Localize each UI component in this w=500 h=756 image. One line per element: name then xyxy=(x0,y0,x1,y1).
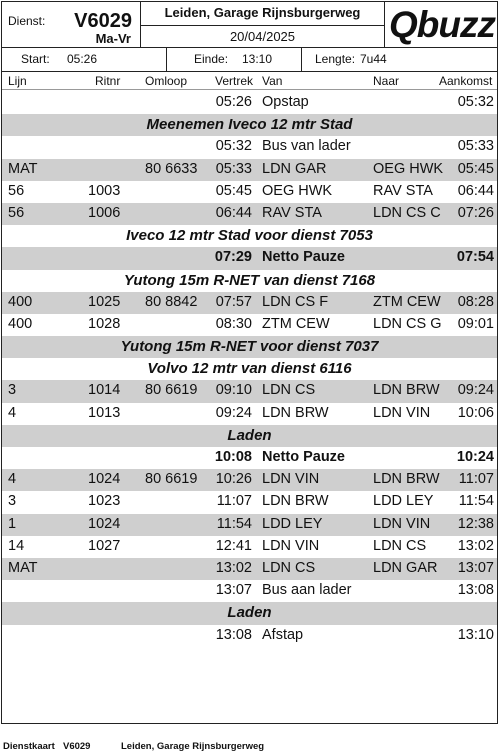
section-title-row xyxy=(2,425,497,447)
cell-aankomst: 09:24 xyxy=(457,382,494,399)
cell-ritnr: 1023 xyxy=(88,493,121,510)
section-title-row xyxy=(2,225,497,247)
cell-vertrek: 09:24 xyxy=(215,404,252,421)
cell-van: Bus van lader xyxy=(262,138,351,155)
cell-naar: OEG HWK xyxy=(373,160,444,177)
trip-row xyxy=(2,380,497,402)
pause-row xyxy=(2,447,497,469)
start-label: Start: xyxy=(21,52,50,66)
duty-card xyxy=(1,1,498,724)
cell-omloop: 80 6619 xyxy=(145,382,198,399)
cell-naar: LDN VIN xyxy=(373,404,431,421)
trip-row xyxy=(2,92,497,114)
cell-vertrek: 11:07 xyxy=(216,493,252,510)
cell-omloop: 80 6633 xyxy=(145,160,198,177)
trip-row xyxy=(2,403,497,425)
cell-van: Netto Pauze xyxy=(262,249,345,266)
cell-naar: LDN BRW xyxy=(373,382,440,399)
cell-aankomst: 13:08 xyxy=(457,582,494,599)
cell-ritnr: 1024 xyxy=(88,515,121,532)
cell-lijn: MAT xyxy=(8,160,38,177)
section-title: Yutong 15m R-NET voor dienst 7037 xyxy=(120,338,379,356)
cell-aankomst: 11:07 xyxy=(458,471,494,488)
dienst-block xyxy=(2,2,141,48)
cell-van: Opstap xyxy=(262,94,309,110)
trip-row xyxy=(2,159,497,181)
card-header xyxy=(2,2,497,48)
cell-naar: RAV STA xyxy=(373,182,433,199)
cell-vertrek: 13:08 xyxy=(215,626,252,643)
cell-lijn: 56 xyxy=(8,182,25,199)
schedule-rows xyxy=(2,92,497,647)
cell-ritnr: 1028 xyxy=(88,315,121,332)
lengte-cell xyxy=(302,48,497,71)
cell-ritnr: 1013 xyxy=(88,404,121,421)
cell-aankomst: 06:44 xyxy=(457,182,494,199)
trip-row xyxy=(2,580,497,602)
cell-van: RAV STA xyxy=(262,204,322,221)
trip-row xyxy=(2,203,497,225)
lengte-value: 7u44 xyxy=(360,52,387,66)
footer-garage: Leiden, Garage Rijnsburgerweg xyxy=(121,741,265,752)
garage-name: Leiden, Garage Rijnsburgerweg xyxy=(141,2,384,26)
cell-naar: LDD LEY xyxy=(373,493,434,510)
section-title-row xyxy=(2,336,497,358)
cell-vertrek: 08:30 xyxy=(215,315,252,332)
section-title: Meenemen Iveco 12 mtr Stad xyxy=(146,116,353,134)
cell-aankomst: 13:02 xyxy=(457,537,494,554)
card-date: 20/04/2025 xyxy=(229,29,296,44)
cell-aankomst: 09:01 xyxy=(457,315,494,332)
trip-row xyxy=(2,536,497,558)
section-title: Iveco 12 mtr Stad voor dienst 7053 xyxy=(126,227,373,245)
cell-ritnr: 1027 xyxy=(88,537,121,554)
col-van: Van xyxy=(262,74,283,88)
trip-row xyxy=(2,292,497,314)
cell-vertrek: 13:07 xyxy=(215,582,252,599)
cell-ritnr: 1006 xyxy=(88,204,121,221)
cell-lijn: 400 xyxy=(8,315,33,332)
cell-lijn: 3 xyxy=(8,382,17,399)
dienst-number: V6029 xyxy=(74,10,132,32)
cell-vertrek: 07:57 xyxy=(215,293,252,310)
cell-van: LDD LEY xyxy=(262,515,323,532)
section-title: Volvo 12 mtr van dienst 6116 xyxy=(147,360,352,378)
cell-ritnr: 1024 xyxy=(88,471,121,488)
col-aankomst: Aankomst xyxy=(439,74,493,88)
cell-vertrek: 11:54 xyxy=(216,515,252,532)
dienst-days: Ma-Vr xyxy=(95,31,131,46)
cell-aankomst: 07:54 xyxy=(456,249,494,266)
col-omloop: Omloop xyxy=(145,74,188,88)
cell-lijn: 1 xyxy=(8,515,17,532)
cell-van: LDN CS xyxy=(262,382,316,399)
cell-vertrek: 09:10 xyxy=(215,382,252,399)
cell-omloop: 80 6619 xyxy=(145,471,198,488)
cell-van: LDN BRW xyxy=(262,404,329,421)
section-title-row xyxy=(2,270,497,292)
cell-aankomst: 05:33 xyxy=(457,138,494,155)
cell-naar: LDN CS xyxy=(373,537,427,554)
cell-vertrek: 13:02 xyxy=(215,559,252,576)
einde-label: Einde: xyxy=(194,52,229,66)
section-title: Yutong 15m R-NET van dienst 7168 xyxy=(123,271,376,289)
cell-naar: LDN BRW xyxy=(373,471,440,488)
qbuzz-logo: Qbuzz xyxy=(389,4,495,45)
cell-aankomst: 12:38 xyxy=(457,515,494,532)
dienst-label: Dienst: xyxy=(8,14,46,28)
cell-vertrek: 05:32 xyxy=(215,138,252,155)
trip-row xyxy=(2,136,497,158)
cell-aankomst: 05:45 xyxy=(457,160,494,177)
col-ritnr: Ritnr xyxy=(95,74,121,88)
footer-dienst: V6029 xyxy=(63,741,91,752)
cell-naar: ZTM CEW xyxy=(373,293,441,310)
trip-row xyxy=(2,469,497,491)
info-row xyxy=(2,48,497,72)
einde-value: 13:10 xyxy=(242,52,273,66)
cell-naar: LDN GAR xyxy=(373,559,438,576)
cell-lijn: 4 xyxy=(8,471,17,488)
cell-aankomst: 13:07 xyxy=(457,559,494,576)
lengte-label: Lengte: xyxy=(315,52,356,66)
cell-naar: LDN CS G xyxy=(373,315,442,332)
col-naar: Naar xyxy=(373,74,400,88)
section-title-row xyxy=(2,358,497,380)
location-block xyxy=(141,2,385,48)
cell-van: Afstap xyxy=(262,626,304,643)
section-title: Laden xyxy=(227,604,272,622)
cell-omloop: 80 8842 xyxy=(145,293,198,310)
cell-lijn: 3 xyxy=(8,493,17,510)
cell-naar: LDN CS C xyxy=(373,204,441,221)
cell-lijn: 4 xyxy=(8,404,17,421)
cell-lijn: 400 xyxy=(8,293,33,310)
section-title: Laden xyxy=(227,426,272,444)
cell-van: Netto Pauze xyxy=(262,449,345,465)
cell-vertrek: 07:29 xyxy=(214,249,252,266)
trip-row xyxy=(2,491,497,513)
cell-aankomst: 05:32 xyxy=(457,94,494,110)
col-vertrek: Vertrek xyxy=(215,74,254,88)
einde-cell xyxy=(167,48,302,71)
trip-row xyxy=(2,625,497,647)
col-lijn: Lijn xyxy=(8,74,27,88)
cell-vertrek: 10:26 xyxy=(215,471,252,488)
cell-van: LDN GAR xyxy=(262,160,327,177)
section-title-row xyxy=(2,114,497,136)
cell-aankomst: 07:26 xyxy=(457,204,494,221)
cell-van: LDN VIN xyxy=(262,471,320,488)
cell-vertrek: 05:45 xyxy=(215,182,252,199)
cell-lijn: 56 xyxy=(8,204,25,221)
cell-van: LDN VIN xyxy=(262,537,320,554)
trip-row xyxy=(2,558,497,580)
trip-row xyxy=(2,181,497,203)
cell-aankomst: 11:54 xyxy=(458,493,494,510)
footer-label: Dienstkaart xyxy=(3,741,55,752)
column-headers xyxy=(2,72,497,90)
cell-lijn: MAT xyxy=(8,559,38,576)
cell-ritnr: 1014 xyxy=(88,382,121,399)
pause-row xyxy=(2,247,497,269)
cell-vertrek: 12:41 xyxy=(215,537,252,554)
trip-row xyxy=(2,314,497,336)
cell-van: LDN CS F xyxy=(262,293,329,310)
start-value: 05:26 xyxy=(67,52,98,66)
cell-aankomst: 13:10 xyxy=(457,626,494,643)
cell-aankomst: 08:28 xyxy=(457,293,494,310)
cell-ritnr: 1025 xyxy=(88,293,121,310)
cell-vertrek: 05:26 xyxy=(215,94,252,110)
cell-naar: LDN VIN xyxy=(373,515,431,532)
cell-aankomst: 10:06 xyxy=(457,404,494,421)
cell-vertrek: 05:33 xyxy=(215,160,252,177)
cell-van: Bus aan lader xyxy=(262,582,352,599)
cell-vertrek: 10:08 xyxy=(214,449,252,465)
section-title-row xyxy=(2,602,497,624)
cell-ritnr: 1003 xyxy=(88,182,121,199)
cell-van: LDN BRW xyxy=(262,493,329,510)
cell-lijn: 14 xyxy=(8,537,25,554)
cell-van: LDN CS xyxy=(262,559,316,576)
cell-van: ZTM CEW xyxy=(262,315,330,332)
cell-vertrek: 06:44 xyxy=(215,204,252,221)
start-cell xyxy=(2,48,167,71)
cell-van: OEG HWK xyxy=(262,182,333,199)
logo-block xyxy=(385,2,497,48)
cell-aankomst: 10:24 xyxy=(456,449,494,465)
trip-row xyxy=(2,514,497,536)
